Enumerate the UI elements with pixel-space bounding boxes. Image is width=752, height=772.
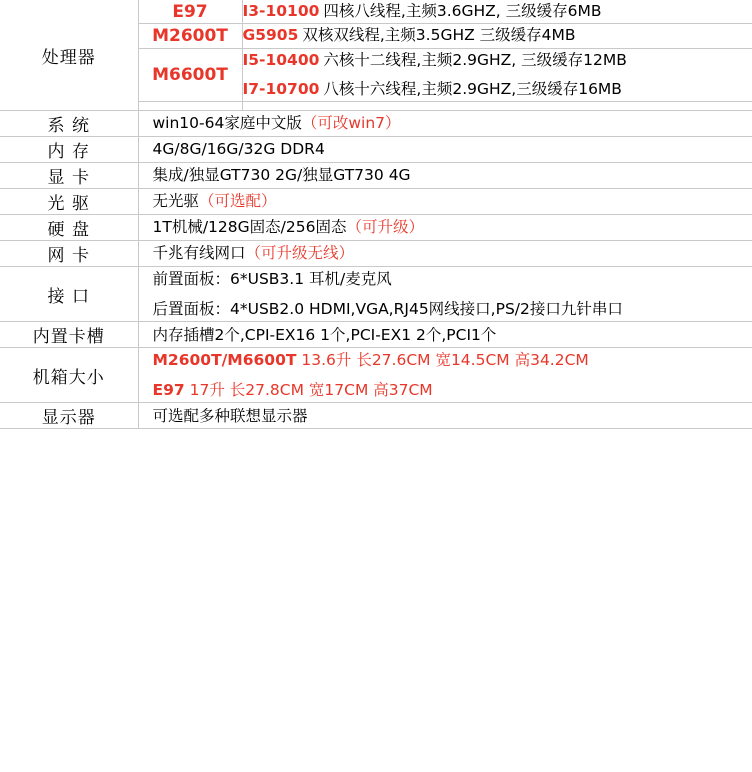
cpu-model-e97: E97	[138, 0, 242, 24]
row-label-os: 系 统	[0, 111, 138, 137]
cpu-spec-model: G5905	[242, 26, 299, 45]
cpu-spec-detail: 双核双线程,主频3.5GHZ 三级缓存4MB	[302, 26, 576, 45]
row-value-ports	[138, 267, 752, 322]
cpu-spec-model: I3-10100	[242, 2, 320, 20]
row-label-network: 网 卡	[0, 241, 138, 267]
storage-value: 1T机械/128G固态/256固态	[152, 218, 347, 237]
row-label-monitor: 显示器	[0, 403, 138, 429]
os-value: win10-64家庭中文版	[152, 114, 302, 133]
table-row	[0, 137, 752, 163]
row-label-memory: 内 存	[0, 137, 138, 163]
cpu-spec-detail: 六核十二线程,主频2.9GHZ, 三级缓存12MB	[323, 50, 627, 69]
storage-note: （可升级）	[346, 218, 424, 237]
row-label-case-size: 机箱大小	[0, 348, 138, 403]
spacer-cell	[242, 102, 752, 111]
row-label-storage: 硬 盘	[0, 215, 138, 241]
row-value-network	[138, 241, 752, 267]
cpu-spec-model: I5-10400	[242, 50, 320, 69]
cpu-spec-model-alt: I7-10700	[242, 79, 320, 98]
cpu-model-m6600t: M6600T	[138, 48, 242, 102]
row-label-gpu: 显 卡	[0, 163, 138, 189]
row-value-memory: 4G/8G/16G/32G DDR4	[138, 137, 752, 163]
row-value-case-size	[138, 348, 752, 403]
row-value-os	[138, 111, 752, 137]
table-row	[0, 241, 752, 267]
table-row	[0, 403, 752, 429]
ports-front-line: 前置面板：6*USB3.1 耳机/麦克风	[152, 270, 392, 288]
cpu-spec-detail-alt: 八核十六线程,主频2.9GHZ,三级缓存16MB	[323, 79, 622, 98]
cpu-spec-m2600t	[242, 24, 752, 48]
row-value-monitor: 可选配多种联想显示器	[138, 403, 752, 429]
row-label-optical-drive: 光 驱	[0, 189, 138, 215]
spacer-cell	[138, 102, 242, 111]
row-value-optical-drive	[138, 189, 752, 215]
row-label-ports: 接 口	[0, 267, 138, 322]
case-size-detail: 13.6升 长27.6CM 宽14.5CM 高34.2CM	[301, 351, 589, 370]
case-size-detail: 17升 长27.8CM 宽17CM 高37CM	[189, 381, 433, 400]
row-label-processor: 处理器	[0, 0, 138, 111]
table-row	[0, 322, 752, 348]
case-size-line	[153, 348, 752, 372]
table-row	[0, 0, 752, 24]
table-row	[0, 163, 752, 189]
cpu-model-m2600t: M2600T	[138, 24, 242, 48]
table-row	[0, 348, 752, 403]
cpu-spec-line	[243, 78, 752, 101]
row-label-slots: 内置卡槽	[0, 322, 138, 348]
case-size-model: E97	[152, 381, 185, 400]
network-value: 千兆有线网口	[152, 244, 246, 263]
case-size-model: M2600T/M6600T	[152, 351, 297, 370]
table-row	[0, 111, 752, 137]
cpu-spec-m6600t	[242, 48, 752, 102]
optical-drive-value: 无光驱	[152, 192, 200, 211]
table-row	[0, 189, 752, 215]
table-row	[0, 215, 752, 241]
cpu-spec-detail: 四核八线程,主频3.6GHZ, 三级缓存6MB	[323, 2, 602, 20]
os-note: （可改win7）	[301, 114, 401, 133]
cpu-spec-line	[243, 49, 752, 72]
case-size-line	[153, 378, 752, 402]
network-note: （可升级无线）	[245, 244, 355, 263]
row-value-gpu: 集成/独显GT730 2G/独显GT730 4G	[138, 163, 752, 189]
row-value-slots: 内存插槽2个,CPI-EX16 1个,PCI-EX1 2个,PCI1个	[138, 322, 752, 348]
row-value-storage	[138, 215, 752, 241]
table-row	[0, 267, 752, 322]
ports-rear-line: 后置面板：4*USB2.0 HDMI,VGA,RJ45网线接口,PS/2接口九针串口	[152, 300, 623, 319]
optical-drive-note: （可选配）	[199, 192, 277, 211]
cpu-spec-e97	[242, 0, 752, 24]
